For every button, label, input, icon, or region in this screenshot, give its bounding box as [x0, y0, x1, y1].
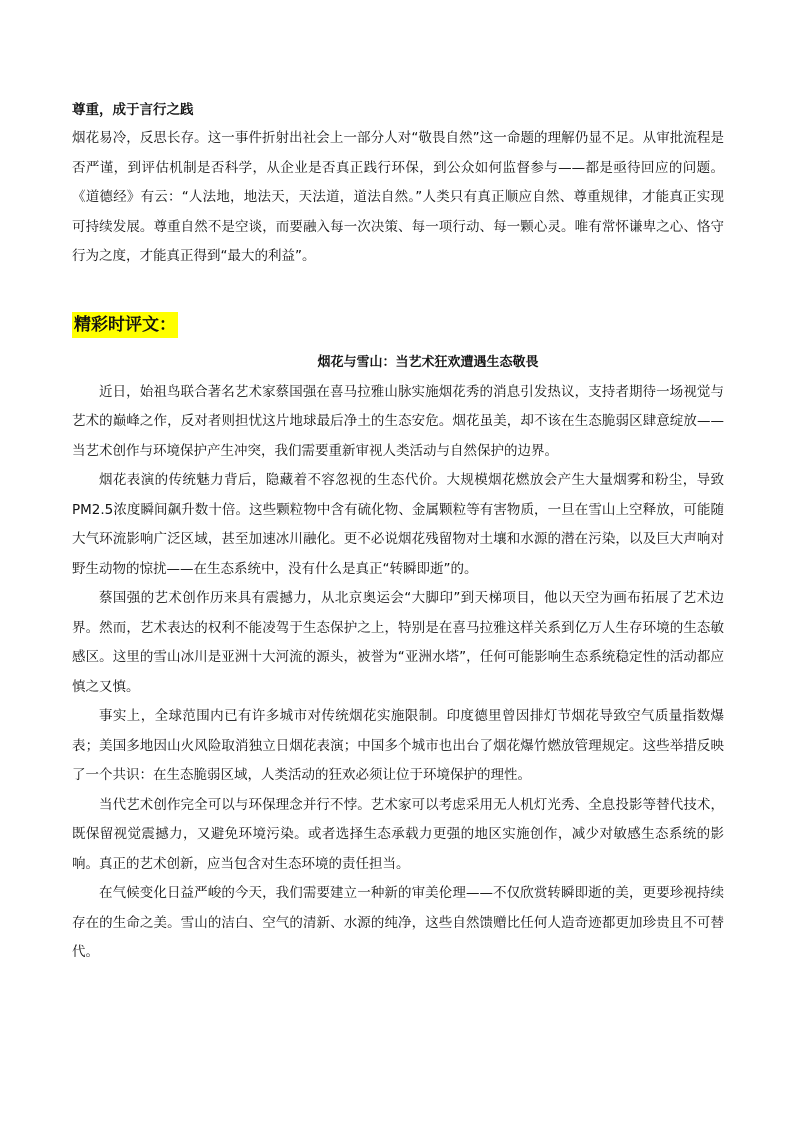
section-heading: 尊重，成于言行之践: [72, 102, 194, 118]
article-paragraph: 烟花表演的传统魅力背后，隐藏着不容忽视的生态代价。大规模烟花燃放会产生大量烟雾和粉尘，导致PM2.5浓度瞬间飙升数十倍。这些颗粒物中含有硫化物、金属颗粒等有害物质，一旦在雪山上空释放，可能随大气环流影响广泛区域，甚至加速冰川融化。更不必说烟花残留物对土壤和水源的潜在污染，以及巨大声响对野生动物的惊扰——在生态系统中，没有什么是真正“转瞬即逝”的。: [72, 472, 724, 577]
article-paragraph: 当代艺术创作完全可以与环保理念并行不悖。艺术家可以考虑采用无人机灯光秀、全息投影等替代技术，既保留视觉震撼力，又避免环境污染。或者选择生态承载力更强的地区实施创作，减少对敏感生态系统的影响。真正的艺术创新，应当包含对生态环境的责任担当。: [72, 796, 724, 872]
article-paragraph: 蔡国强的艺术创作历来具有震撼力，从北京奥运会“大脚印”到天梯项目，他以天空为画布拓展了艺术边界。然而，艺术表达的权利不能凌驾于生态保护之上，特别是在喜马拉雅这样关系到亿万人生存环境的生态敏感区。这里的雪山冰川是亚洲十大河流的源头，被誉为“亚洲水塔”，任何可能影响生态系统稳定性的活动都应慎之又慎。: [72, 590, 724, 695]
highlight-row: [72, 312, 724, 342]
article-paragraph: 事实上，全球范围内已有许多城市对传统烟花实施限制。印度德里曾因排灯节烟花导致空气质量指数爆表；美国多地因山火风险取消独立日烟花表演；中国多个城市也出台了烟花爆竹燃放管理规定。这些举措反映了一个共识：在生态脆弱区域，人类活动的狂欢必须让位于环境保护的理性。: [72, 708, 724, 783]
highlight-label: 精彩时评文：: [72, 312, 178, 338]
article-title: 烟花与雪山：当艺术狂欢遭遇生态敬畏: [317, 354, 539, 370]
article-paragraph: 在气候变化日益严峻的今天，我们需要建立一种新的审美伦理——不仅欣赏转瞬即逝的美，更要珍视持续存在的生命之美。雪山的洁白、空气的清新、水源的纯净，这些自然馈赠比任何人造奇迹都更加珍贵且不可替代。: [72, 885, 724, 960]
section-paragraph: 烟花易冷，反思长存。这一事件折射出社会上一部分人对“敬畏自然”这一命题的理解仍显不足。从审批流程是否严谨，到评估机制是否科学，从企业是否真正践行环保，到公众如何监督参与——都是亟待回应的问题。《道德经》有云：“人法地，地法天，天法道，道法自然。”人类只有真正顺应自然、尊重规律，才能真正实现可持续发展。尊重自然不是空谈，而要融入每一次决策、每一项行动、每一颗心灵。唯有常怀谦卑之心、恪守行为之度，才能真正得到“最大的利益”。: [72, 130, 724, 264]
document-content: [72, 96, 724, 968]
article-paragraph: 近日，始祖鸟联合著名艺术家蔡国强在喜马拉雅山脉实施烟花秀的消息引发热议，支持者期待一场视觉与艺术的巅峰之作，反对者则担忧这片地球最后净土的生态安危。烟花虽美，却不该在生态脆弱区肆意绽放——当艺术创作与环境保护产生冲突，我们需要重新审视人类活动与自然保护的边界。: [72, 383, 724, 459]
